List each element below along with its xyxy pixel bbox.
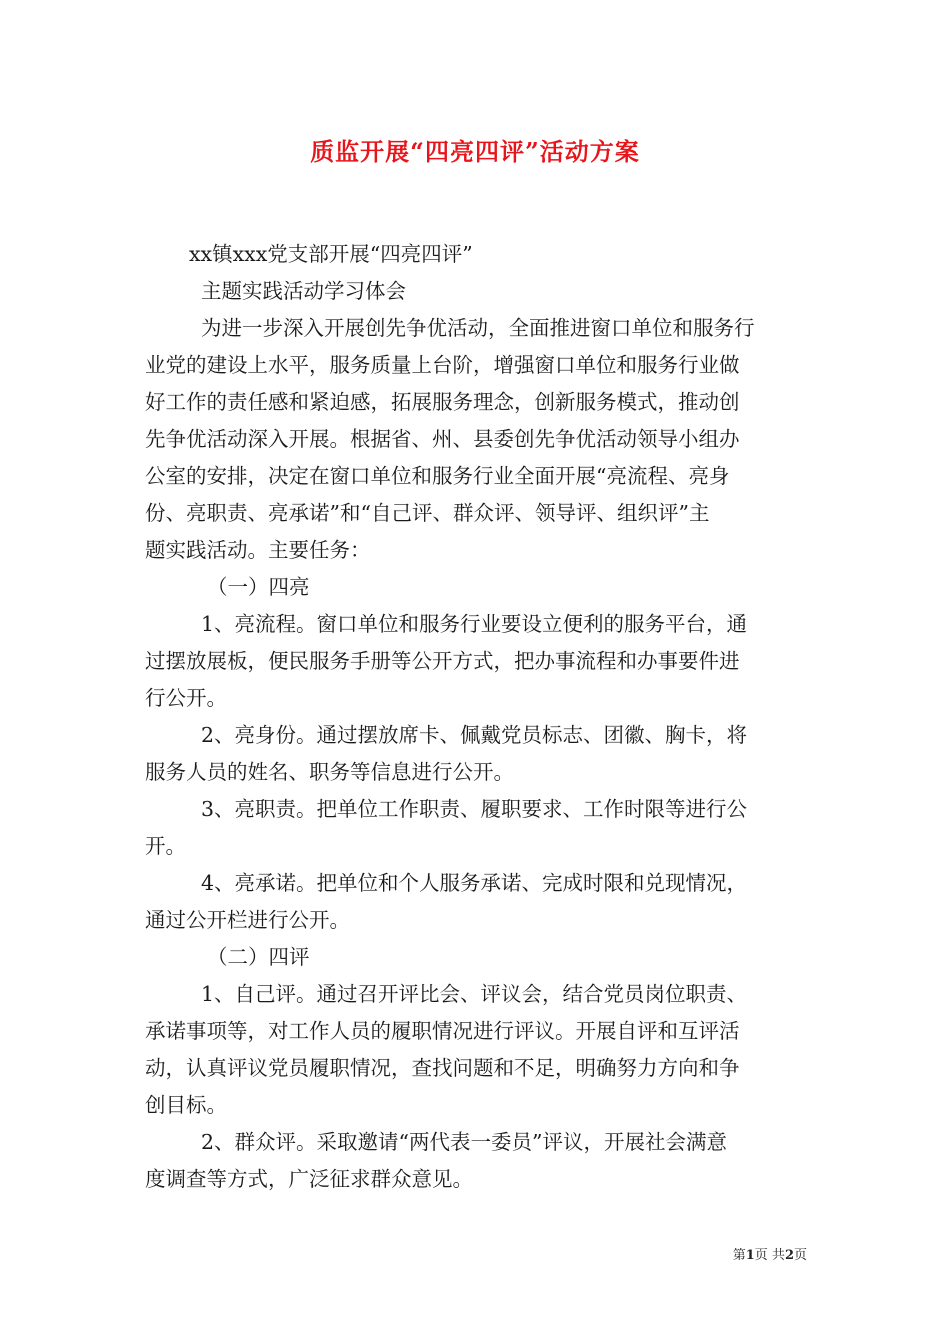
body-text-line: 题实践活动。主要任务： xyxy=(145,538,371,562)
body-text-line: （一）四亮 xyxy=(207,575,310,599)
body-text-line: 主题实践活动学习体会 xyxy=(201,279,406,303)
footer-prefix: 第 xyxy=(732,1248,746,1263)
body-text-line: 3、亮职责。把单位工作职责、履职要求、工作时限等进行公 xyxy=(201,797,748,821)
footer-suffix: 页 xyxy=(793,1248,807,1263)
body-text-line: 业党的建设上水平，服务质量上台阶，增强窗口单位和服务行业做 xyxy=(145,353,740,377)
body-text-line: （二）四评 xyxy=(207,945,310,969)
body-text-line: 好工作的责任感和紧迫感，拓展服务理念，创新服务模式，推动创 xyxy=(145,390,740,414)
body-text-line: 服务人员的姓名、职务等信息进行公开。 xyxy=(145,760,514,784)
body-text-line: 2、亮身份。通过摆放席卡、佩戴党员标志、团徽、胸卡，将 xyxy=(201,723,748,747)
body-text-line: xx镇xxx党支部开展“四亮四评” xyxy=(189,242,473,266)
footer-current-page: 1 xyxy=(745,1248,755,1263)
body-text-line: 通过公开栏进行公开。 xyxy=(145,908,350,932)
page-footer xyxy=(0,1244,807,1263)
body-text-line: 1、亮流程。窗口单位和服务行业要设立便利的服务平台，通 xyxy=(201,612,748,636)
body-text-line: 1、自己评。通过召开评比会、评议会，结合党员岗位职责、 xyxy=(201,982,748,1006)
document-title: 质监开展“四亮四评”活动方案 xyxy=(310,137,640,166)
body-text-line: 创目标。 xyxy=(145,1093,227,1117)
document-body xyxy=(145,236,807,1198)
body-text-line: 份、亮职责、亮承诺”和“自己评、群众评、领导评、组织评”主 xyxy=(145,501,710,525)
body-text-line: 开。 xyxy=(145,834,186,858)
body-text-line: 度调查等方式，广泛征求群众意见。 xyxy=(145,1167,473,1191)
body-text-line: 先争优活动深入开展。根据省、州、县委创先争优活动领导小组办 xyxy=(145,427,740,451)
footer-middle: 页 共 xyxy=(754,1248,785,1263)
body-text-line: 公室的安排，决定在窗口单位和服务行业全面开展“亮流程、亮身 xyxy=(145,464,730,488)
footer-total-pages: 2 xyxy=(784,1248,794,1263)
body-text-line: 行公开。 xyxy=(145,686,227,710)
body-text-line: 承诺事项等，对工作人员的履职情况进行评议。开展自评和互评活 xyxy=(145,1019,740,1043)
body-text-line: 过摆放展板，便民服务手册等公开方式，把办事流程和办事要件进 xyxy=(145,649,740,673)
body-text-line: 为进一步深入开展创先争优活动，全面推进窗口单位和服务行 xyxy=(201,316,755,340)
body-text-line: 动，认真评议党员履职情况，查找问题和不足，明确努力方向和争 xyxy=(145,1056,740,1080)
body-text-line: 4、亮承诺。把单位和个人服务承诺、完成时限和兑现情况， xyxy=(201,871,748,895)
body-text-line: 2、群众评。采取邀请“两代表一委员”评议，开展社会满意 xyxy=(201,1130,728,1154)
